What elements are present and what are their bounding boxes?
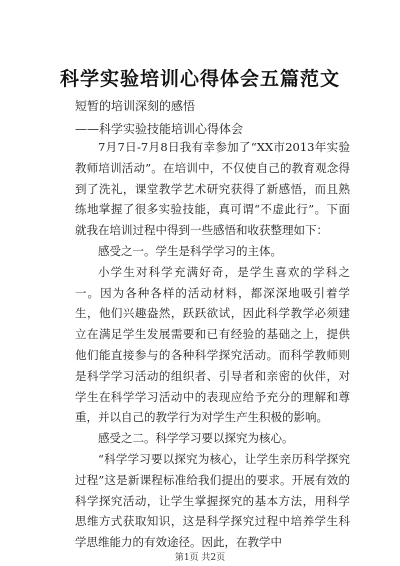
paragraph: 感受之一。学生是科学学习的主体。 [98,243,282,258]
paragraph: 感受之二。科学学习要以探究为核心。 [98,431,294,446]
document-subtitle: 短暂的培训深刻的感悟 [75,99,196,113]
document-body [75,137,350,553]
paragraph: “科学学习要以探究为核心，让学生亲历科学探究过程”这是新课程标准给我们提出的要求。开展有效的科学探究活动，让学生掌握探究的基本方法，用科学思维方式获取知识，这是科学探究过程中培养学生科学思维能力的有效途径。因此，在教学中 [75,451,350,550]
page-footer: 第1页 共2页 [174,553,226,563]
document-title: 科学实验培训心得体会五篇范文 [59,68,340,90]
paragraph: 7月7日-7月8日我有幸参加了“XX市2013年实验教师培训活动”。在培训中，不仅使自己的教育观念得到了洗礼，课堂教学艺术研究获得了新感悟，而且熟练地掌握了很多实验技能，真可谓“不虚此行”。下面就我在培训过程中得到一些感悟和收获整理如下： [75,140,350,238]
paragraph: 小学生对科学充满好奇，是学生喜欢的学科之一。因为各种各样的活动材料，都深深地吸引着学生，他们兴趣盎然，跃跃欲试，因此科学教学必须建立在满足学生发展需要和已有经验的基础之上，提供他们能直接参与的各种科学探究活动。而科学教师则是科学学习活动的组织者、引导者和亲密的伙伴，对学生在科学学习活动中的表现应给予充分的理解和尊重，并以自己的教学行为对学生产生积极的影响。 [75,264,350,425]
document-byline: ——科学实验技能培训心得体会 [75,122,244,136]
